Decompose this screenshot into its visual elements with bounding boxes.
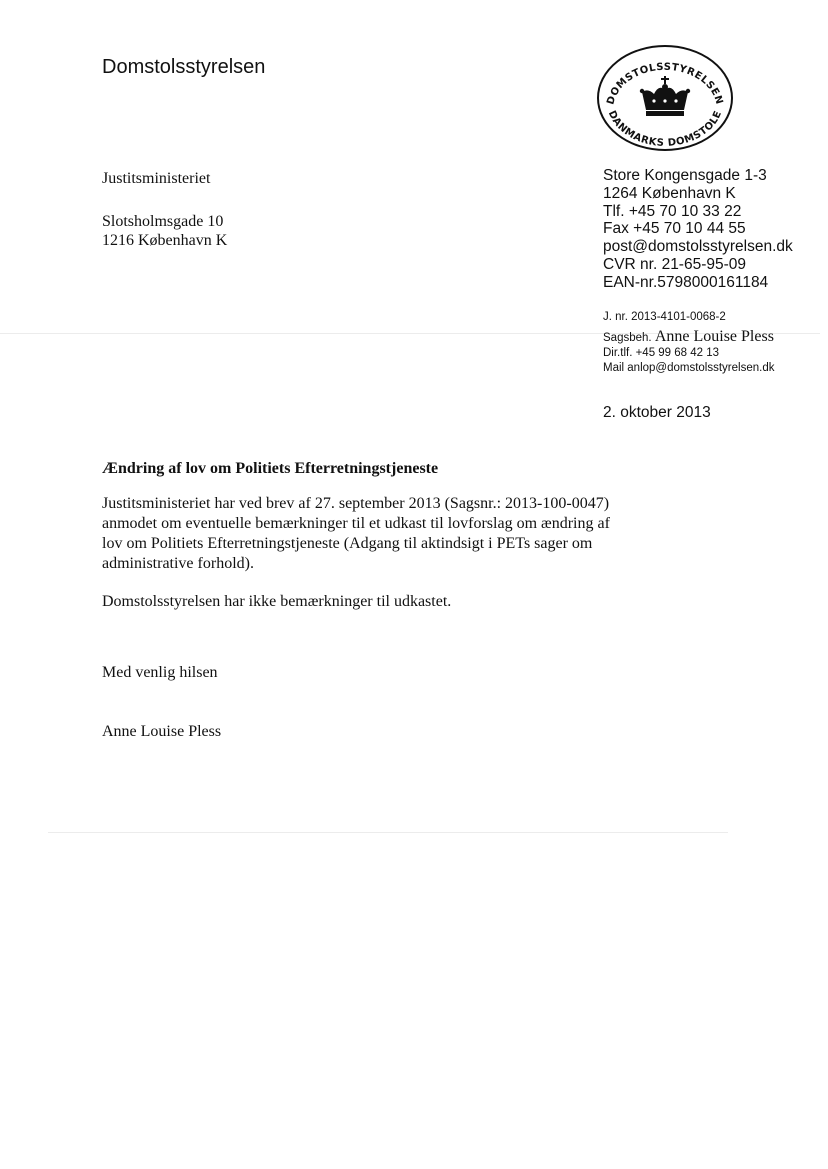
body-line: anmodet om eventuelle bemærkninger til et udkast til lovforslag om ændring af [102,515,610,532]
body-line: administrative forhold). [102,555,254,572]
sender-ean: EAN-nr.5798000161184 [603,273,769,291]
journal-number: J. nr. 2013-4101-0068-2 [603,311,726,323]
letter-body [102,494,622,630]
case-handler-name: Anne Louise Pless [654,328,774,345]
recipient-name: Justitsministeriet [102,170,211,187]
letter-date: 2. oktober 2013 [603,404,711,421]
sender-email: post@domstolsstyrelsen.dk [603,238,793,256]
body-line: lov om Politiets Efterretningstjeneste (Adgang til aktindsigt i PETs sager om [102,535,593,552]
case-handler [603,329,774,346]
seal-bottom-text: DANMARKS DOMSTOLE [605,109,725,149]
recipient-city: 1216 København K [102,232,228,249]
organization-name: Domstolsstyrelsen [102,56,266,78]
signature-name: Anne Louise Pless [102,723,222,740]
sender-street: Store Kongensgade 1-3 [603,167,767,184]
letter-subject: Ændring af lov om Politiets Efterretningstjeneste [102,460,439,477]
closing-greeting: Med venlig hilsen [102,664,218,681]
case-metadata [603,310,774,376]
sender-fax: Fax +45 70 10 44 55 [603,220,746,238]
spacer [102,200,227,212]
sender-city: 1264 København K [603,184,736,202]
handler-mail: Mail anlop@domstolsstyrelsen.dk [603,362,775,374]
sender-address [603,167,793,292]
sender-phone: Tlf. +45 70 10 33 22 [603,202,742,220]
seal-top-text: DOMSTOLSSTYRELSEN [605,61,725,106]
sender-cvr: CVR nr. 21-65-95-09 [603,255,747,273]
body-line: Justitsministeriet har ved brev af 27. september 2013 (Sagsnr.: 2013-100-0047) [102,495,610,512]
domstolsstyrelsen-seal-logo [596,44,734,152]
body-paragraph-1 [102,494,622,574]
direct-phone: Dir.tlf. +45 99 68 42 13 [603,347,720,359]
case-handler-label: Sagsbeh. [603,332,652,344]
recipient-street: Slotsholmsgade 10 [102,213,224,230]
body-paragraph-2: Domstolsstyrelsen har ikke bemærkninger til udkastet. [102,593,452,610]
spacer [102,188,227,200]
crown-icon [640,76,690,116]
recipient-address [102,169,227,250]
scan-line-bottom [48,832,728,833]
